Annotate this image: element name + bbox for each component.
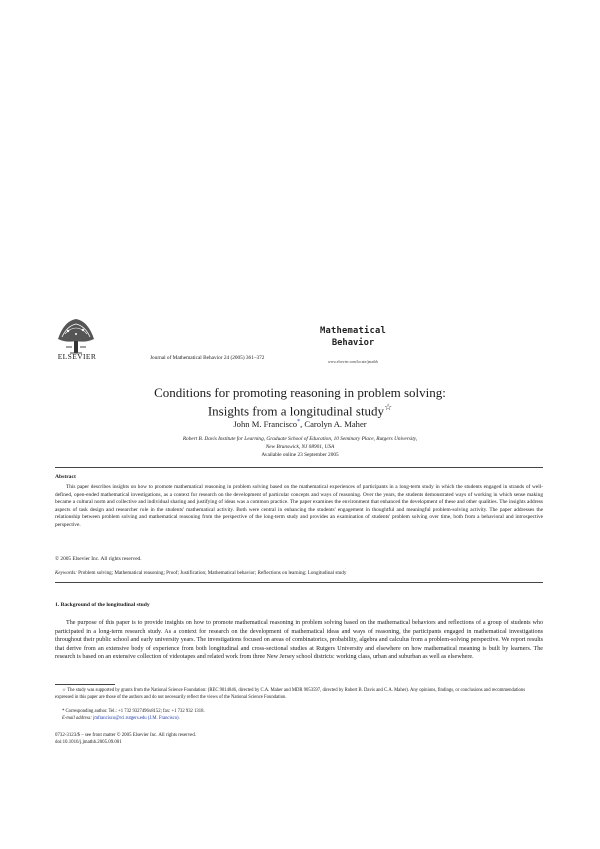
article-title — [0, 385, 600, 418]
affiliation — [90, 435, 510, 451]
title-footnote-mark[interactable]: ☆ — [384, 402, 393, 412]
affiliation-line-2: New Brunswick, NJ 08901, USA — [265, 444, 335, 450]
footnote-email — [62, 716, 180, 721]
journal-url-link[interactable]: www.elsevier.com/locate/jmathb — [327, 360, 379, 364]
title-line-2: Insights from a longitudinal study — [207, 403, 385, 419]
footnote-funding-text: The study was supported by grants from the National Science Foundation: (REC 9814846, directed by C.A. Maher and MDR 9053597, directed by Robert B. Davis and C.A. Maher). Any opinions, findings, or conclusions and recommendations expressed in this paper are those of the authors and do not necessarily reflect the views of the National Science Foundation. — [55, 688, 526, 700]
keywords — [55, 570, 346, 576]
keywords-label: Keywords: — [55, 570, 77, 576]
section-body: The purpose of this paper is to provide insights on how to promote mathematical reasoning in problem solving based on the mathematical behaviors and reflections of a group of students who participated in a long-term research study. As a context for research on the development of mathematical ideas and ways of reasoning, the participants engaged in mathematical investigations throughout their public school and early university years. The investigations focused on areas of combinatorics, probability, algebra and calculus from a problem-solving perspective. We report results that derive from an extensive body of experience from both longitudinal and cross-sectional studies at Rutgers University and elsewhere on how mathematical meaning is built by learners. The research is based on an extensive collection of videotapes and related work from three New Jersey school districts: working class, urban and suburban as well as elsewhere. — [55, 620, 543, 661]
section-heading: 1. Background of the longitudinal study — [55, 602, 150, 608]
title-line-1: Conditions for promoting reasoning in problem solving: — [154, 385, 446, 400]
author-separator: , — [300, 419, 305, 429]
footnote-rule — [55, 684, 115, 685]
journal-citation: Journal of Mathematical Behavior 24 (2005) 361–372 — [150, 355, 265, 361]
abstract-copyright: © 2005 Elsevier Inc. All rights reserved. — [55, 556, 142, 562]
footnote-funding-mark: ☆ — [62, 688, 67, 693]
author-maher: Carolyn A. Maher — [304, 419, 367, 429]
keywords-list: Problem solving; Mathematical reasoning; Proof; Justification; Mathematical behavior; Reflections on learning; Longitudinal study — [78, 570, 347, 576]
journal-brand-line1: Mathematical — [320, 326, 386, 336]
email-label: E-mail address: — [62, 716, 92, 721]
doi-link[interactable]: doi:10.1016/j.jmathb.2005.09.001 — [55, 740, 122, 745]
elsevier-tree-logo — [56, 317, 96, 355]
issn-line: 0732-3123/$ – see front matter © 2005 Elsevier Inc. All rights reserved. — [55, 733, 197, 738]
affiliation-line-1: Robert B. Davis Institute for Learning, Graduate School of Education, 10 Seminary Place, Rutgers University, — [182, 436, 418, 442]
journal-brand — [314, 326, 392, 348]
author-francisco: John M. Francisco — [233, 419, 298, 429]
corresponding-author-mark[interactable]: * — [297, 419, 301, 426]
abstract-body: This paper describes insights on how to promote mathematical reasoning in problem solving based on the mathematical experiences of participants in a long-term study in which the students engaged in strands of well-defined, open-ended mathematical investigations, as a context for research on the development of particular concepts and ways of reasoning. Over the years, the students demonstrated ways of working in which sense making became a cultural norm and collective and individual sharing and justifying of ideas was a common practice. The paper examines the environment that enhanced the development of these and other qualities. The insights address aspects of task design and researcher role in the students' mathematical activity. Both were central in enhancing the students' engagement in thoughtful and meaningful problem-solving activity. The paper addresses the relationship between problem solving and mathematical reasoning from the perspective of the long-term study and provides an examination of students' problem solving over time, both from a behavioral and introspective perspective. — [55, 484, 543, 528]
email-link[interactable]: jmfrancisco@rci.rutgers.edu (J.M. Francisco). — [93, 716, 180, 721]
journal-brand-line2: Behavior — [331, 338, 375, 348]
footnote-corresponding: * Corresponding author. Tel.: +1 732 9327496x8152; fax: +1 732 932 1318. — [62, 709, 205, 714]
publisher-name: ELSEVIER — [57, 352, 97, 361]
available-online: Available online 23 September 2005 — [261, 452, 339, 458]
divider-top — [55, 467, 543, 468]
divider-bottom — [55, 582, 543, 583]
footnote-funding — [55, 688, 543, 701]
abstract-heading: Abstract — [55, 474, 76, 480]
author-list — [0, 419, 600, 429]
